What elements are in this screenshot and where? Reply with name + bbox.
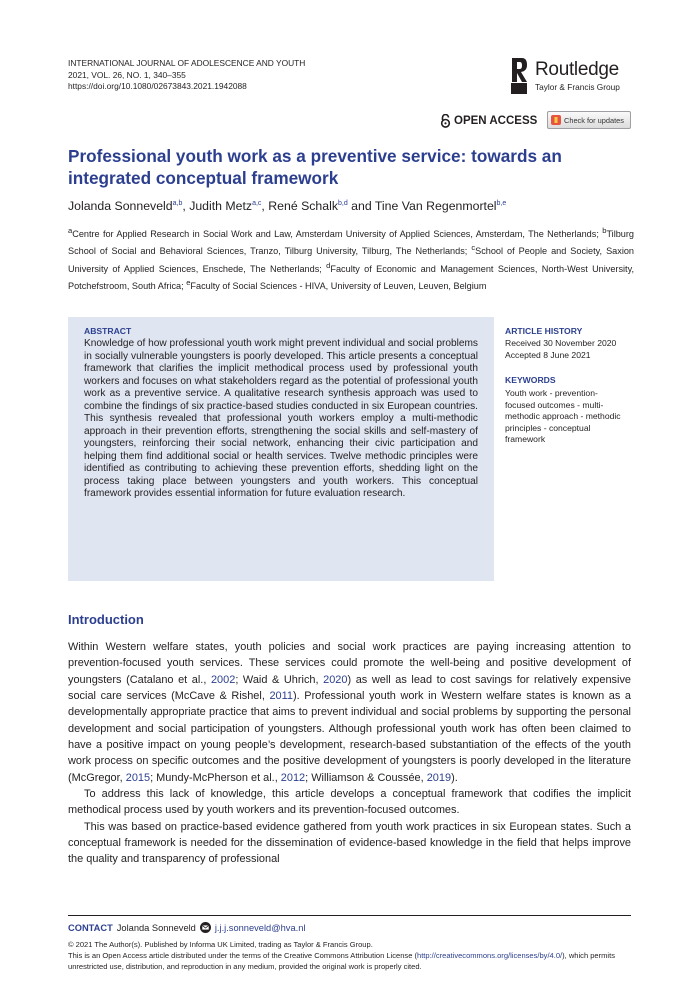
copyright-line: © 2021 The Author(s). Published by Informa UK Limited, trading as Taylor & Francis Group. [68,940,373,949]
article-history-accepted: Accepted 8 June 2021 [505,350,591,360]
citation-link[interactable]: 2020 [323,673,348,686]
author-1[interactable]: Jolanda Sonneveld$^{a,b}$ [68,199,183,213]
contact-name: Jolanda Sonneveld [116,922,196,933]
author-list: Jolanda Sonneveld$^{a,b}$, Judith Metz$^{a,c}$, René Schalk$^{b,d}$ and Tine Van Regenmortel$^{b,e}$ [68,199,507,213]
paragraph-1 [68,639,631,786]
citation-link[interactable]: 2002 [210,673,236,686]
abstract-text: Knowledge of how professional youth work might prevent individual and social problems in socially vulnerable youngsters is poorly developed. This article presents a conceptual framework that clarifies the implicit methodical process used by professional youth workers and focuses on what stakeholders regard as the potential of professional youth work as a preventive service. A qualitative research synthesis approach was used to combine the findings of six practice-based studies conducted in six European countries. This synthesis revealed that professional youth workers employ a multi-methodic approach in their prevention efforts, strengthening the social skills and self-mastery of youngsters, reinforcing their social network, enhancing their civic participation and helping them find additional social or health services. Twelve methodic principles were identified as contributing to achieving these prevention efforts, shedding light on the process taking place between youngsters and youth workers. This conceptual framework provides essential information for future evaluation research. [84,338,478,499]
article-history-received: Received 30 November 2020 [505,338,617,348]
paragraph-text: ; Mundy-McPherson et al., [150,771,281,784]
publisher-name: Routledge [535,59,619,80]
journal-name: INTERNATIONAL JOURNAL OF ADOLESCENCE AND YOUTH [68,58,306,68]
contact-line [68,922,305,933]
paragraph-2: To address this lack of knowledge, this article develops a conceptual framework that codifies the implicit methodical process used by youth workers and its prevention-focused outcomes. [68,788,631,817]
contact-label: CONTACT [68,922,113,933]
journal-doi[interactable]: https://doi.org/10.1080/02673843.2021.1942088 [68,81,247,91]
paragraph-3: This was based on practice-based evidence gathered from youth work practices in six European states. Such a conceptual framework is needed for the dissemination of evidence-based knowledge in the field that helps improve the quality and transparency of professional [68,820,631,866]
paragraph-text: ). [451,771,458,784]
routledge-logo-icon [510,58,528,94]
publisher-group: Taylor & Francis Group [535,82,620,92]
introduction-heading: Introduction [68,612,144,627]
citation-link[interactable]: 2012 [280,771,306,784]
paragraph-text: ) as well as lead to cost savings for relatively expensive social care services (McCave & Rishel, [68,673,632,703]
author-3[interactable]: René Schalk$^{b,d}$ [268,199,348,213]
license-link[interactable]: http://creativecommons.org/licenses/by/4.0/ [417,951,563,960]
keywords-heading: KEYWORDS [505,375,556,385]
abstract-heading: ABSTRACT [84,326,132,336]
open-lock-icon [440,114,451,128]
paragraph-text: ; Waid & Uhrich, [235,673,324,686]
paragraph-text: ). Professional youth work in Western welfare states is known as a developmentally appropriate practice that aims to prevent individual and social problems by supporting the personal development and social participation of youngsters. Although professional youth work has often been claimed to have a positive impact on young people’s development, research-based substantiation of the effects of the youth work process on specific outcomes and the positive development of youngsters is poorly developed in the literature (McGregor, [68,690,631,784]
citation-link[interactable]: 2019 [426,771,452,784]
citation-link[interactable]: 2015 [125,771,151,784]
author-4[interactable]: Tine Van Regenmortel$^{b,e}$ [374,199,507,213]
journal-info [68,58,305,93]
affiliations: $^a$Centre for Applied Research in Social Work and Law, Amsterdam University of Applied Sciences, Amsterdam, The Netherlands; $^b$Tilburg School of Social and Behavioral Sciences, Tranzo, Tilburg University, Tilburg, The Netherlands; $^c$School of People and Society, Saxion University of Applied Sciences, Enschede, The Netherlands; $^d$Faculty of Economic and Management Sciences, North-West University, Potchefstroom, South Africa; $^e$Faculty of Social Sciences - HIVA, University of Leuven, Leuven, Belgium [68,226,635,291]
paragraph-text: ; Williamson & Coussée, [305,771,427,784]
email-icon [200,922,211,933]
journal-volume: 2021, VOL. 26, NO. 1, 340–355 [68,69,186,80]
open-access-label [440,114,537,128]
paragraph-text: Within Western welfare states, youth policies and social work practices are paying increasing attention to prevention-focused youth services. These services could promote the well-being and positive development of youngsters (Catalano et al., [68,641,631,686]
citation-link[interactable]: 2011 [269,690,293,703]
contact-email-link[interactable]: j.j.j.sonneveld@hva.nl [214,922,306,933]
publisher-logo [510,58,635,98]
footer-divider [68,915,631,916]
check-for-updates-button[interactable] [547,111,631,129]
license-line: This is an Open Access article distributed under the terms of the Creative Commons Attribution License (http://creativecommons.org/licenses/by/4.0/), which permits unrestricted use, distribution, and reproduction in any medium, provided the original work is properly cited. [68,951,615,971]
article-history-heading: ARTICLE HISTORY [505,326,583,336]
article-title: Professional youth work as a preventive service: towards an integrated conceptual framework [68,146,562,188]
open-access-text: OPEN ACCESS [454,115,538,127]
check-updates-icon [551,115,561,125]
keywords-text: Youth work - prevention-focused outcomes - multi-methodic approach - methodic principles - conceptual framework [505,388,621,444]
author-2[interactable]: Judith Metz$^{a,c}$ [189,199,262,213]
license-footer [68,939,634,972]
introduction-body [68,639,631,868]
check-for-updates-label: Check for updates [564,115,624,125]
